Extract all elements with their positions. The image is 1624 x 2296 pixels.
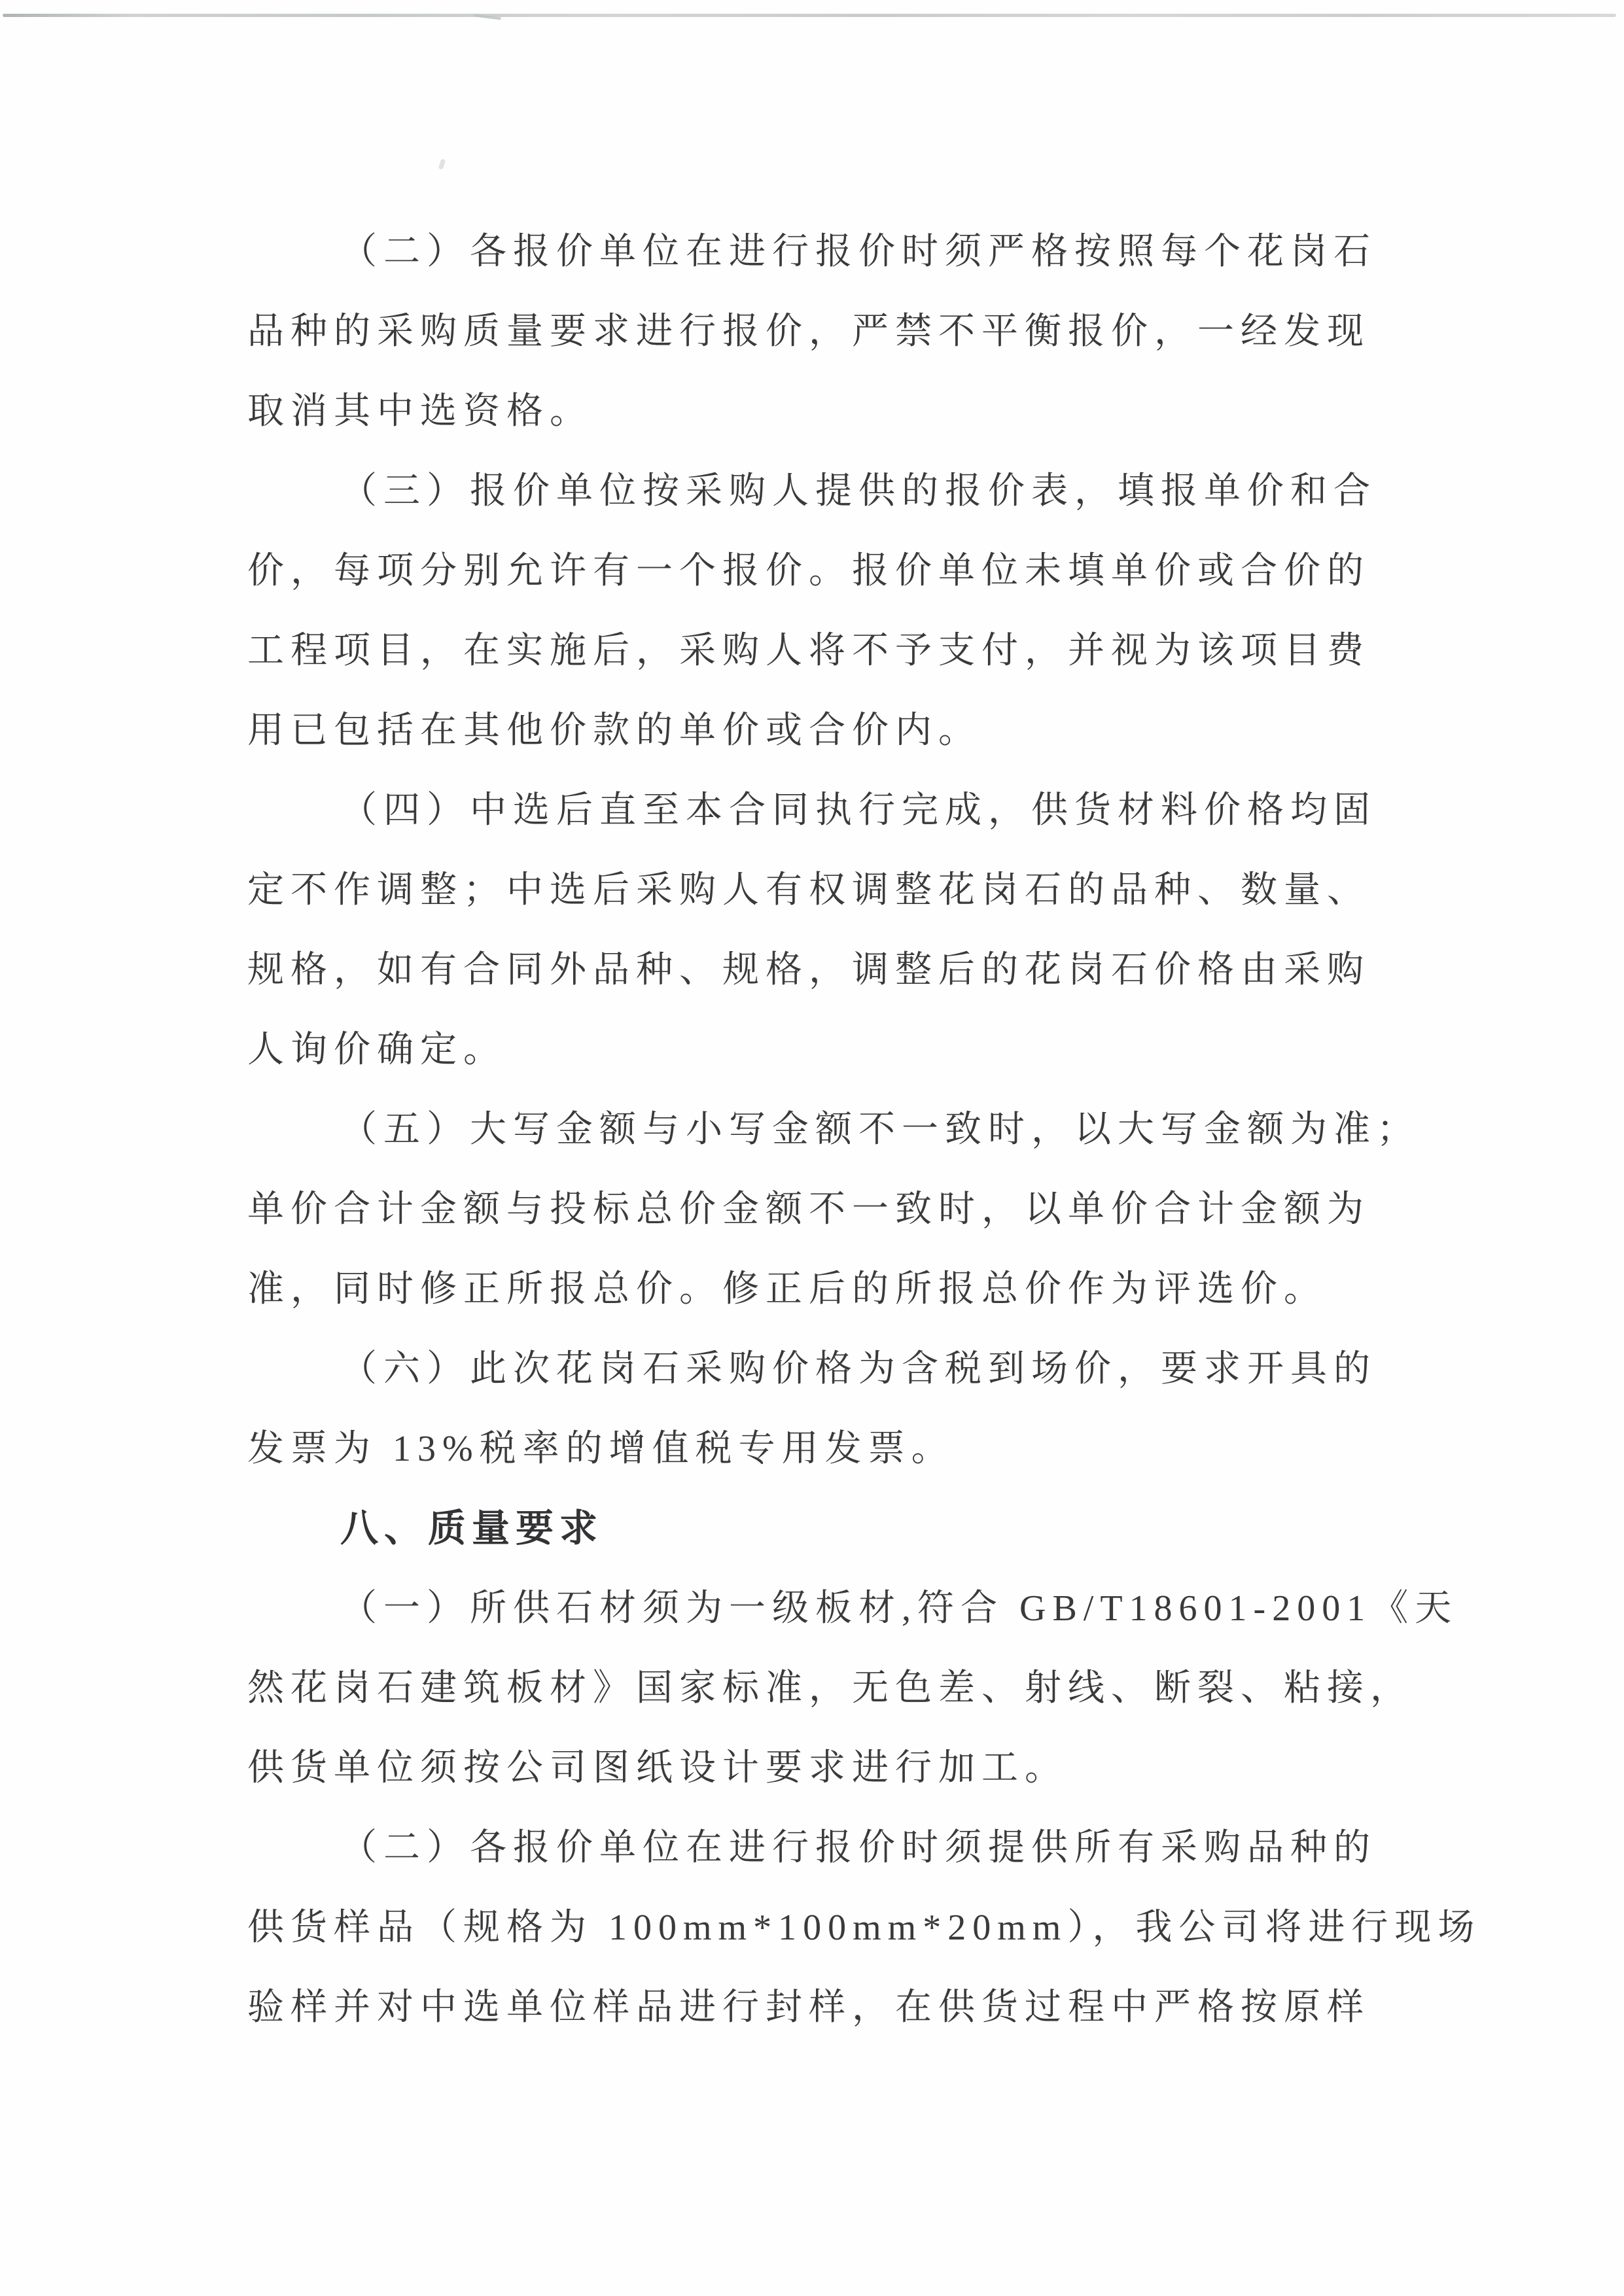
clause-4-line-1: （四）中选后直至本合同执行完成，供货材料价格均固 xyxy=(340,790,1377,831)
clause-3-line-4: 用已包括在其他价款的单价或合价内。 xyxy=(247,710,981,751)
quality-clause-2-line-2: 供货样品（规格为 100mm*100mm*20mm），我公司将进行现场 xyxy=(247,1907,1481,1948)
scanner-edge-artifact xyxy=(3,14,1616,17)
clause-4-line-4: 人询价确定。 xyxy=(247,1030,506,1070)
clause-3-line-1: （三）报价单位按采购人提供的报价表，填报单价和合 xyxy=(340,471,1377,512)
section-8-quality-heading: 八、质量要求 xyxy=(340,1507,604,1550)
clause-2-line-1: （二）各报价单位在进行报价时须严格按照每个花岗石 xyxy=(340,232,1377,272)
scan-speck-artifact xyxy=(438,158,446,169)
quality-clause-2-line-1: （二）各报价单位在进行报价时须提供所有采购品种的 xyxy=(340,1828,1377,1868)
clause-2-line-2: 品种的采购质量要求进行报价，严禁不平衡报价，一经发现 xyxy=(247,311,1370,352)
clause-6-line-2: 发票为 13%税率的增值税专用发票。 xyxy=(247,1429,955,1469)
quality-clause-1-line-1: （一）所供石材须为一级板材,符合 GB/T18601-2001《天 xyxy=(340,1588,1458,1629)
clause-5-line-3: 准，同时修正所报总价。修正后的所报总价作为评选价。 xyxy=(247,1269,1327,1310)
clause-3-line-3: 工程项目，在实施后，采购人将不予支付，并视为该项目费 xyxy=(247,631,1370,671)
clause-5-line-1: （五）大写金额与小写金额不一致时，以大写金额为准； xyxy=(340,1109,1420,1150)
clause-3-line-2: 价，每项分别允许有一个报价。报价单位未填单价或合价的 xyxy=(247,551,1370,591)
quality-clause-1-line-2: 然花岗石建筑板材》国家标准，无色差、射线、断裂、粘接， xyxy=(247,1668,1413,1709)
quality-clause-1-line-3: 供货单位须按公司图纸设计要求进行加工。 xyxy=(247,1748,1068,1788)
clause-4-line-2: 定不作调整；中选后采购人有权调整花岗石的品种、数量、 xyxy=(247,870,1370,911)
clause-6-line-1: （六）此次花岗石采购价格为含税到场价，要求开具的 xyxy=(340,1349,1377,1389)
document-body xyxy=(247,212,1481,2047)
quality-clause-2-line-3: 验样并对中选单位样品进行封样，在供货过程中严格按原样 xyxy=(247,1987,1370,2028)
clause-2-line-3: 取消其中选资格。 xyxy=(247,391,593,432)
clause-4-line-3: 规格，如有合同外品种、规格，调整后的花岗石价格由采购 xyxy=(247,950,1370,990)
clause-5-line-2: 单价合计金额与投标总价金额不一致时，以单价合计金额为 xyxy=(247,1189,1370,1230)
